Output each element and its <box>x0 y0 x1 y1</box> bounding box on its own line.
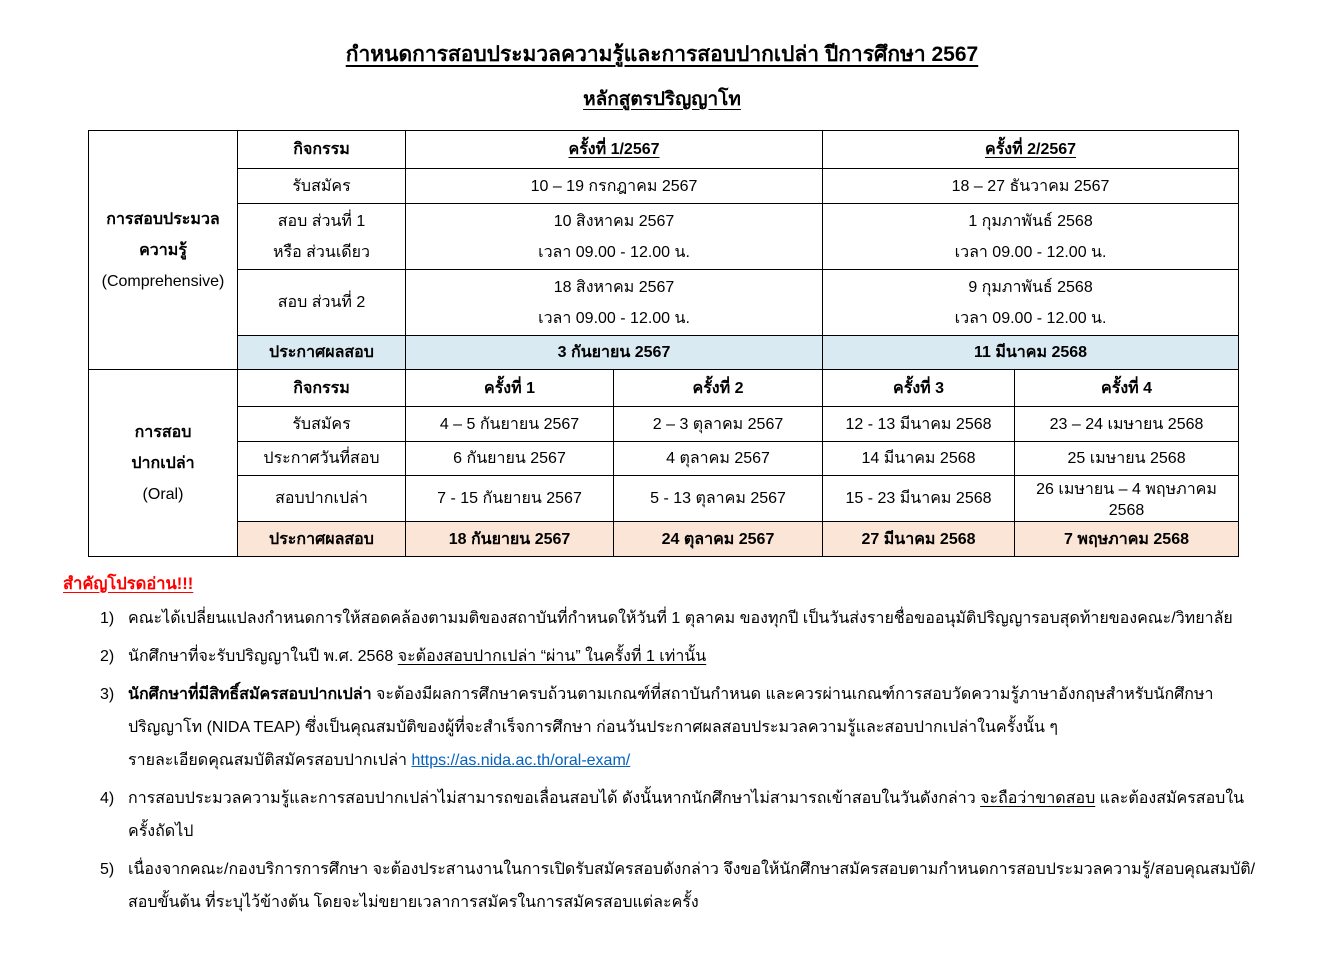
cell-oral-results-2: 24 ตุลาคม 2567 <box>614 522 823 557</box>
column-header-time3: ครั้งที่ 3 <box>823 370 1015 407</box>
label-line: หรือ ส่วนเดียว <box>272 243 371 261</box>
table-row <box>89 407 1239 442</box>
cell-exam2-round1 <box>406 270 823 336</box>
table-row <box>89 442 1239 476</box>
exam-time: เวลา 09.00 - 12.00 น. <box>538 243 690 261</box>
row-label-oral-exam: สอบปากเปล่า <box>238 476 406 522</box>
note-number: 3) <box>100 686 115 703</box>
page-title: กำหนดการสอบประมวลความรู้และการสอบปากเปล่า ปีการศึกษา 2567 <box>345 43 979 66</box>
cell-results-round1: 3 กันยายน 2567 <box>406 336 823 370</box>
category-line: (Oral) <box>142 485 184 503</box>
column-header-activity: กิจกรรม <box>238 370 406 407</box>
note-number: 2) <box>100 648 115 665</box>
note-text: รายละเอียดคุณสมบัติสมัครสอบปากเปล่า <box>128 752 412 769</box>
exam-date: 18 สิงหาคม 2567 <box>553 278 675 296</box>
row-label-apply: รับสมัคร <box>238 407 406 442</box>
note-item-1 <box>63 602 1263 635</box>
note-text: เนื่องจากคณะ/กองบริการการศึกษา จะต้องประสานงานในการเปิดรับสมัครสอบดังกล่าว จึงขอให้นักศึกษาสมัครสอบตามกำหนดการสอบประมวลความรู้/สอบคุณสมบัติ/ สอบขั้นต้น ที่ระบุไว้ข้างต้น โดยจะไม่ขยายเวลาการสมัครในการสมัครสอบแต่ละครั้ง <box>128 861 1256 911</box>
note-item-2 <box>63 640 1263 673</box>
note-item-3 <box>63 678 1263 777</box>
column-header-round1: ครั้งที่ 1/2567 <box>406 131 823 169</box>
cell-oral-announce-2: 4 ตุลาคม 2567 <box>614 442 823 476</box>
cell-apply-round2: 18 – 27 ธันวาคม 2567 <box>823 169 1239 204</box>
notes-section <box>63 571 1263 919</box>
table-row <box>89 476 1239 522</box>
important-notice-heading: สำคัญโปรดอ่าน!!! <box>63 575 194 593</box>
exam-time: เวลา 09.00 - 12.00 น. <box>954 243 1107 261</box>
note-item-5 <box>63 853 1263 919</box>
cell-oral-results-1: 18 กันยายน 2567 <box>406 522 614 557</box>
note-text-bold: นักศึกษาที่มีสิทธิ์สมัครสอบปากเปล่า <box>128 686 372 703</box>
column-header-time4: ครั้งที่ 4 <box>1015 370 1239 407</box>
note-text: นักศึกษาที่จะรับปริญญาในปี พ.ศ. 2568 <box>128 648 398 665</box>
cell-exam1-round2 <box>823 204 1239 270</box>
note-number: 5) <box>100 861 115 878</box>
column-header-time2: ครั้งที่ 2 <box>614 370 823 407</box>
cell-oral-exam-2: 5 - 13 ตุลาคม 2567 <box>614 476 823 522</box>
cell-oral-announce-1: 6 กันยายน 2567 <box>406 442 614 476</box>
exam-time: เวลา 09.00 - 12.00 น. <box>538 309 690 327</box>
cell-apply-round1: 10 – 19 กรกฎาคม 2567 <box>406 169 823 204</box>
note-text: จะต้องมีผลการศึกษาครบถ้วนตามเกณฑ์ที่สถาบันกำหนด และควรผ่านเกณฑ์การสอบวัดความรู้ภาษาอังกฤษสำหรับนักศึกษา ปริญญาโท (NIDA TEAP) ซึ่งเป็นคุณสมบัติของผู้ที่จะสำเร็จการศึกษา ก่อนวันประกาศผลสอบประมวลความรู้และสอบปากเปล่าในครั้งนั้น ๆ <box>128 686 1214 736</box>
table-row <box>89 370 1239 407</box>
table-row <box>89 204 1239 270</box>
note-number: 4) <box>100 790 115 807</box>
cell-oral-exam-1: 7 - 15 กันยายน 2567 <box>406 476 614 522</box>
category-line: การสอบประมวล <box>106 210 220 228</box>
category-line: (Comprehensive) <box>101 272 225 290</box>
cell-oral-results-4: 7 พฤษภาคม 2568 <box>1015 522 1239 557</box>
exam-schedule-table <box>88 130 1239 557</box>
note-text: คณะได้เปลี่ยนแปลงกำหนดการให้สอดคล้องตามมติของสถาบันที่กำหนดให้วันที่ 1 ตุลาคม ของทุกปี เป็นวันส่งรายชื่อขออนุมัติปริญญารอบสุดท้ายของคณะ/วิทยาลัย <box>128 610 1233 627</box>
note-text: การสอบประมวลความรู้และการสอบปากเปล่าไม่สามารถขอเลื่อนสอบได้ ดังนั้นหากนักศึกษาไม่สามารถเข้าสอบในวันดังกล่าว <box>128 790 981 807</box>
note-link-line <box>128 744 1263 777</box>
page-subtitle: หลักสูตรปริญญาโท <box>583 89 741 110</box>
column-header-activity: กิจกรรม <box>238 131 406 169</box>
cell-oral-exam-3: 15 - 23 มีนาคม 2568 <box>823 476 1015 522</box>
column-header-round2: ครั้งที่ 2/2567 <box>823 131 1239 169</box>
note-text-underlined: จะต้องสอบปากเปล่า “ผ่าน” ในครั้งที่ 1 เท่านั้น <box>397 648 707 665</box>
exam-date: 10 สิงหาคม 2567 <box>553 212 675 230</box>
cell-oral-announce-4: 25 เมษายน 2568 <box>1015 442 1239 476</box>
cell-oral-apply-2: 2 – 3 ตุลาคม 2567 <box>614 407 823 442</box>
cell-oral-results-3: 27 มีนาคม 2568 <box>823 522 1015 557</box>
row-label-announce-date: ประกาศวันที่สอบ <box>238 442 406 476</box>
document-page <box>0 38 1324 919</box>
row-label-apply: รับสมัคร <box>238 169 406 204</box>
label-line: สอบ ส่วนที่ 1 <box>277 212 366 230</box>
row-label-exam-part1 <box>238 204 406 270</box>
exam-date: 1 กุมภาพันธ์ 2568 <box>968 212 1093 230</box>
category-line: ความรู้ <box>139 241 187 259</box>
category-line: ปากเปล่า <box>131 454 195 472</box>
cell-oral-apply-4: 23 – 24 เมษายน 2568 <box>1015 407 1239 442</box>
row-label-results: ประกาศผลสอบ <box>238 522 406 557</box>
cell-oral-announce-3: 14 มีนาคม 2568 <box>823 442 1015 476</box>
row-label-exam-part2: สอบ ส่วนที่ 2 <box>238 270 406 336</box>
table-row <box>89 169 1239 204</box>
category-oral <box>89 370 238 557</box>
column-header-time1: ครั้งที่ 1 <box>406 370 614 407</box>
table-row-results-oral <box>89 522 1239 557</box>
cell-exam2-round2 <box>823 270 1239 336</box>
cell-results-round2: 11 มีนาคม 2568 <box>823 336 1239 370</box>
exam-time: เวลา 09.00 - 12.00 น. <box>954 309 1107 327</box>
table-row <box>89 270 1239 336</box>
note-number: 1) <box>100 610 115 627</box>
exam-date: 9 กุมภาพันธ์ 2568 <box>968 278 1093 296</box>
cell-oral-apply-3: 12 - 13 มีนาคม 2568 <box>823 407 1015 442</box>
table-row-results-comprehensive <box>89 336 1239 370</box>
note-text: และต้องสมัครสอบในครั้งถัดไป <box>128 790 1245 840</box>
note-text-underlined: จะถือว่าขาดสอบ <box>980 790 1096 807</box>
cell-oral-exam-4: 26 เมษายน – 4 พฤษภาคม 2568 <box>1015 476 1239 522</box>
category-comprehensive <box>89 131 238 370</box>
category-line: การสอบ <box>134 423 192 441</box>
cell-oral-apply-1: 4 – 5 กันยายน 2567 <box>406 407 614 442</box>
row-label-results: ประกาศผลสอบ <box>238 336 406 370</box>
note-item-4 <box>63 782 1263 848</box>
cell-exam1-round1 <box>406 204 823 270</box>
table-row <box>89 131 1239 169</box>
oral-exam-link[interactable]: https://as.nida.ac.th/oral-exam/ <box>411 752 631 769</box>
